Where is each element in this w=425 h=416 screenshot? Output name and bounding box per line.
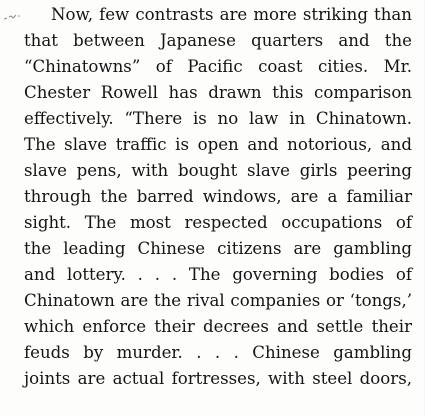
- text-line-9: sight. The most respected occupations of: [24, 213, 412, 232]
- text-line-5: effectively. “There is no law in Chinatown.: [24, 109, 412, 128]
- text-line-1: Now, few contrasts are more striking than: [51, 5, 412, 24]
- text-line-12: Chinatown are the rival companies or ‘tongs,’: [24, 291, 412, 310]
- text-line-14: feuds by murder. . . . Chinese gambling: [24, 343, 412, 362]
- text-line-11: and lottery. . . . The governing bodies of: [24, 265, 412, 284]
- text-line-15: joints are actual fortresses, with steel doors,: [24, 369, 412, 388]
- text-line-8: through the barred windows, are a familiar: [24, 187, 412, 206]
- text-line-7: slave pens, with bought slave girls peering: [24, 161, 412, 180]
- text-line-2: that between Japanese quarters and the: [24, 31, 412, 50]
- text-line-4: Chester Rowell has drawn this comparison: [24, 83, 412, 102]
- text-line-6: The slave traffic is open and notorious, and: [24, 135, 412, 154]
- margin-mark: [3, 12, 23, 22]
- text-line-3: “Chinatowns” of Pacific coast cities. Mr.: [24, 57, 412, 76]
- text-line-10: the leading Chinese citizens are gambling: [24, 239, 412, 258]
- text-line-13: which enforce their decrees and settle their: [24, 317, 412, 336]
